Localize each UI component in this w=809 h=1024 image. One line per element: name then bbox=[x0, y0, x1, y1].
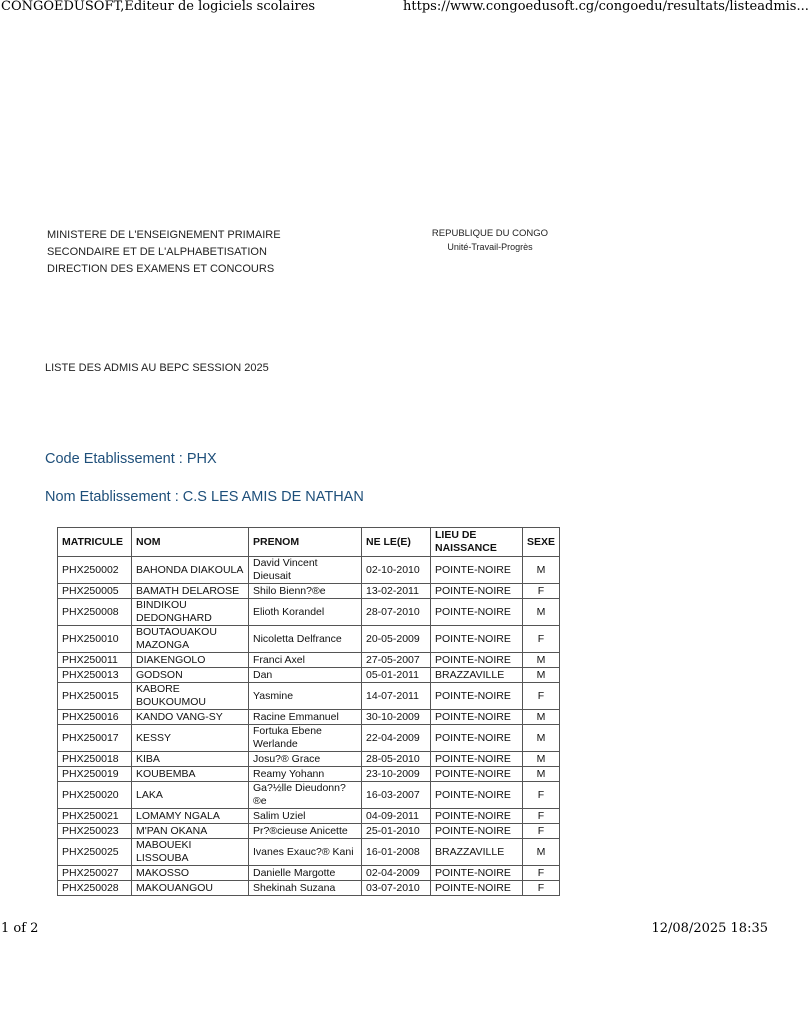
cell-nom: KIBA bbox=[132, 752, 249, 767]
cell-matricule: PHX250002 bbox=[58, 557, 132, 584]
cell-ne-le: 02-10-2010 bbox=[362, 557, 431, 584]
cell-ne-le: 28-07-2010 bbox=[362, 599, 431, 626]
cell-sexe: F bbox=[523, 809, 560, 824]
cell-lieu: POINTE-NOIRE bbox=[431, 683, 523, 710]
cell-lieu: POINTE-NOIRE bbox=[431, 725, 523, 752]
cell-nom: KOUBEMBA bbox=[132, 767, 249, 782]
print-header-url: https://www.congoedusoft.cg/congoedu/resultats/listeadmis... bbox=[403, 0, 809, 14]
cell-sexe: F bbox=[523, 881, 560, 896]
cell-sexe: M bbox=[523, 668, 560, 683]
cell-matricule: PHX250023 bbox=[58, 824, 132, 839]
republic-name: REPUBLIQUE DU CONGO bbox=[431, 228, 549, 239]
cell-matricule: PHX250008 bbox=[58, 599, 132, 626]
cell-lieu: POINTE-NOIRE bbox=[431, 824, 523, 839]
cell-sexe: M bbox=[523, 557, 560, 584]
cell-lieu: POINTE-NOIRE bbox=[431, 584, 523, 599]
cell-nom: MAKOUANGOU bbox=[132, 881, 249, 896]
cell-ne-le: 23-10-2009 bbox=[362, 767, 431, 782]
ministry-block bbox=[47, 227, 281, 278]
cell-lieu: POINTE-NOIRE bbox=[431, 653, 523, 668]
cell-nom: DIAKENGOLO bbox=[132, 653, 249, 668]
table-row bbox=[58, 626, 560, 653]
cell-prenom: Danielle Margotte bbox=[249, 866, 362, 881]
cell-ne-le: 03-07-2010 bbox=[362, 881, 431, 896]
table-row bbox=[58, 839, 560, 866]
cell-prenom: David Vincent Dieusait bbox=[249, 557, 362, 584]
table-row bbox=[58, 557, 560, 584]
header-sexe: SEXE bbox=[523, 528, 560, 557]
cell-sexe: F bbox=[523, 866, 560, 881]
cell-prenom: Salim Uziel bbox=[249, 809, 362, 824]
table-row bbox=[58, 599, 560, 626]
republic-motto: Unité-Travail-Progrès bbox=[447, 242, 533, 252]
cell-prenom: Nicoletta Delfrance bbox=[249, 626, 362, 653]
cell-matricule: PHX250021 bbox=[58, 809, 132, 824]
republic-block bbox=[426, 227, 554, 254]
header-ne-le: NE LE(E) bbox=[362, 528, 431, 557]
cell-ne-le: 28-05-2010 bbox=[362, 752, 431, 767]
table-row bbox=[58, 824, 560, 839]
cell-sexe: F bbox=[523, 683, 560, 710]
cell-prenom: Ga?½lle Dieudonn?®e bbox=[249, 782, 362, 809]
table-row bbox=[58, 809, 560, 824]
header-lieu: LIEU DE NAISSANCE bbox=[431, 528, 523, 557]
table-row bbox=[58, 881, 560, 896]
cell-lieu: POINTE-NOIRE bbox=[431, 881, 523, 896]
print-datetime: 12/08/2025 18:35 bbox=[651, 921, 768, 936]
cell-ne-le: 20-05-2009 bbox=[362, 626, 431, 653]
cell-sexe: M bbox=[523, 767, 560, 782]
cell-lieu: POINTE-NOIRE bbox=[431, 866, 523, 881]
cell-sexe: M bbox=[523, 752, 560, 767]
cell-matricule: PHX250013 bbox=[58, 668, 132, 683]
ministry-line-3: DIRECTION DES EXAMENS ET CONCOURS bbox=[47, 263, 275, 275]
cell-prenom: Franci Axel bbox=[249, 653, 362, 668]
header-matricule: MATRICULE bbox=[58, 528, 132, 557]
table-row bbox=[58, 683, 560, 710]
cell-nom: BAMATH DELAROSE bbox=[132, 584, 249, 599]
cell-lieu: POINTE-NOIRE bbox=[431, 809, 523, 824]
header-nom: NOM bbox=[132, 528, 249, 557]
table-row bbox=[58, 767, 560, 782]
cell-ne-le: 16-01-2008 bbox=[362, 839, 431, 866]
cell-lieu: POINTE-NOIRE bbox=[431, 767, 523, 782]
cell-lieu: POINTE-NOIRE bbox=[431, 782, 523, 809]
cell-prenom: Josu?® Grace bbox=[249, 752, 362, 767]
cell-matricule: PHX250027 bbox=[58, 866, 132, 881]
cell-nom: GODSON bbox=[132, 668, 249, 683]
cell-lieu: BRAZZAVILLE bbox=[431, 839, 523, 866]
cell-sexe: F bbox=[523, 626, 560, 653]
table-row bbox=[58, 782, 560, 809]
cell-ne-le: 27-05-2007 bbox=[362, 653, 431, 668]
cell-matricule: PHX250028 bbox=[58, 881, 132, 896]
cell-prenom: Shekinah Suzana bbox=[249, 881, 362, 896]
table-row bbox=[58, 725, 560, 752]
cell-ne-le: 14-07-2011 bbox=[362, 683, 431, 710]
ministry-line-2: SECONDAIRE ET DE L'ALPHABETISATION bbox=[47, 246, 267, 258]
cell-sexe: M bbox=[523, 710, 560, 725]
cell-ne-le: 02-04-2009 bbox=[362, 866, 431, 881]
cell-prenom: Shilo Bienn?®e bbox=[249, 584, 362, 599]
cell-nom: KABORE BOUKOUMOU bbox=[132, 683, 249, 710]
code-etablissement: Code Etablissement : PHX bbox=[45, 451, 217, 467]
cell-sexe: F bbox=[523, 782, 560, 809]
cell-ne-le: 22-04-2009 bbox=[362, 725, 431, 752]
cell-lieu: BRAZZAVILLE bbox=[431, 668, 523, 683]
cell-ne-le: 05-01-2011 bbox=[362, 668, 431, 683]
cell-ne-le: 04-09-2011 bbox=[362, 809, 431, 824]
cell-sexe: M bbox=[523, 653, 560, 668]
table-row bbox=[58, 584, 560, 599]
cell-sexe: M bbox=[523, 725, 560, 752]
cell-ne-le: 30-10-2009 bbox=[362, 710, 431, 725]
nom-etablissement: Nom Etablissement : C.S LES AMIS DE NATHAN bbox=[45, 489, 364, 505]
cell-matricule: PHX250017 bbox=[58, 725, 132, 752]
cell-prenom: Yasmine bbox=[249, 683, 362, 710]
ministry-line-1: MINISTERE DE L'ENSEIGNEMENT PRIMAIRE bbox=[47, 229, 281, 241]
cell-lieu: POINTE-NOIRE bbox=[431, 752, 523, 767]
cell-matricule: PHX250016 bbox=[58, 710, 132, 725]
cell-matricule: PHX250011 bbox=[58, 653, 132, 668]
cell-ne-le: 16-03-2007 bbox=[362, 782, 431, 809]
cell-prenom: Reamy Yohann bbox=[249, 767, 362, 782]
cell-nom: LAKA bbox=[132, 782, 249, 809]
cell-nom: MAKOSSO bbox=[132, 866, 249, 881]
cell-nom: BOUTAOUAKOU MAZONGA bbox=[132, 626, 249, 653]
cell-matricule: PHX250020 bbox=[58, 782, 132, 809]
cell-prenom: Ivanes Exauc?® Kani bbox=[249, 839, 362, 866]
cell-nom: BINDIKOU DEDONGHARD bbox=[132, 599, 249, 626]
cell-nom: LOMAMY NGALA bbox=[132, 809, 249, 824]
cell-nom: KANDO VANG-SY bbox=[132, 710, 249, 725]
cell-matricule: PHX250018 bbox=[58, 752, 132, 767]
table-body bbox=[58, 557, 560, 896]
cell-nom: M'PAN OKANA bbox=[132, 824, 249, 839]
table-row bbox=[58, 752, 560, 767]
table-row bbox=[58, 653, 560, 668]
cell-matricule: PHX250025 bbox=[58, 839, 132, 866]
cell-lieu: POINTE-NOIRE bbox=[431, 626, 523, 653]
cell-matricule: PHX250015 bbox=[58, 683, 132, 710]
print-header-title: CONGOEDUSOFT,Editeur de logiciels scolaires bbox=[1, 0, 316, 14]
cell-sexe: M bbox=[523, 839, 560, 866]
cell-ne-le: 13-02-2011 bbox=[362, 584, 431, 599]
cell-sexe: M bbox=[523, 599, 560, 626]
table-header-row bbox=[58, 528, 560, 557]
cell-matricule: PHX250005 bbox=[58, 584, 132, 599]
table-row bbox=[58, 866, 560, 881]
table-row bbox=[58, 710, 560, 725]
cell-nom: MABOUEKI LISSOUBA bbox=[132, 839, 249, 866]
cell-lieu: POINTE-NOIRE bbox=[431, 710, 523, 725]
cell-ne-le: 25-01-2010 bbox=[362, 824, 431, 839]
cell-prenom: Pr?®cieuse Anicette bbox=[249, 824, 362, 839]
cell-nom: KESSY bbox=[132, 725, 249, 752]
cell-matricule: PHX250010 bbox=[58, 626, 132, 653]
cell-prenom: Racine Emmanuel bbox=[249, 710, 362, 725]
cell-prenom: Fortuka Ebene Werlande bbox=[249, 725, 362, 752]
cell-matricule: PHX250019 bbox=[58, 767, 132, 782]
cell-lieu: POINTE-NOIRE bbox=[431, 557, 523, 584]
cell-prenom: Elioth Korandel bbox=[249, 599, 362, 626]
cell-prenom: Dan bbox=[249, 668, 362, 683]
cell-sexe: F bbox=[523, 584, 560, 599]
header-prenom: PRENOM bbox=[249, 528, 362, 557]
table-row bbox=[58, 668, 560, 683]
page-number: 1 of 2 bbox=[1, 921, 39, 936]
cell-sexe: F bbox=[523, 824, 560, 839]
admis-table bbox=[57, 527, 560, 896]
cell-nom: BAHONDA DIAKOULA bbox=[132, 557, 249, 584]
cell-lieu: POINTE-NOIRE bbox=[431, 599, 523, 626]
list-title: LISTE DES ADMIS AU BEPC SESSION 2025 bbox=[45, 362, 269, 374]
